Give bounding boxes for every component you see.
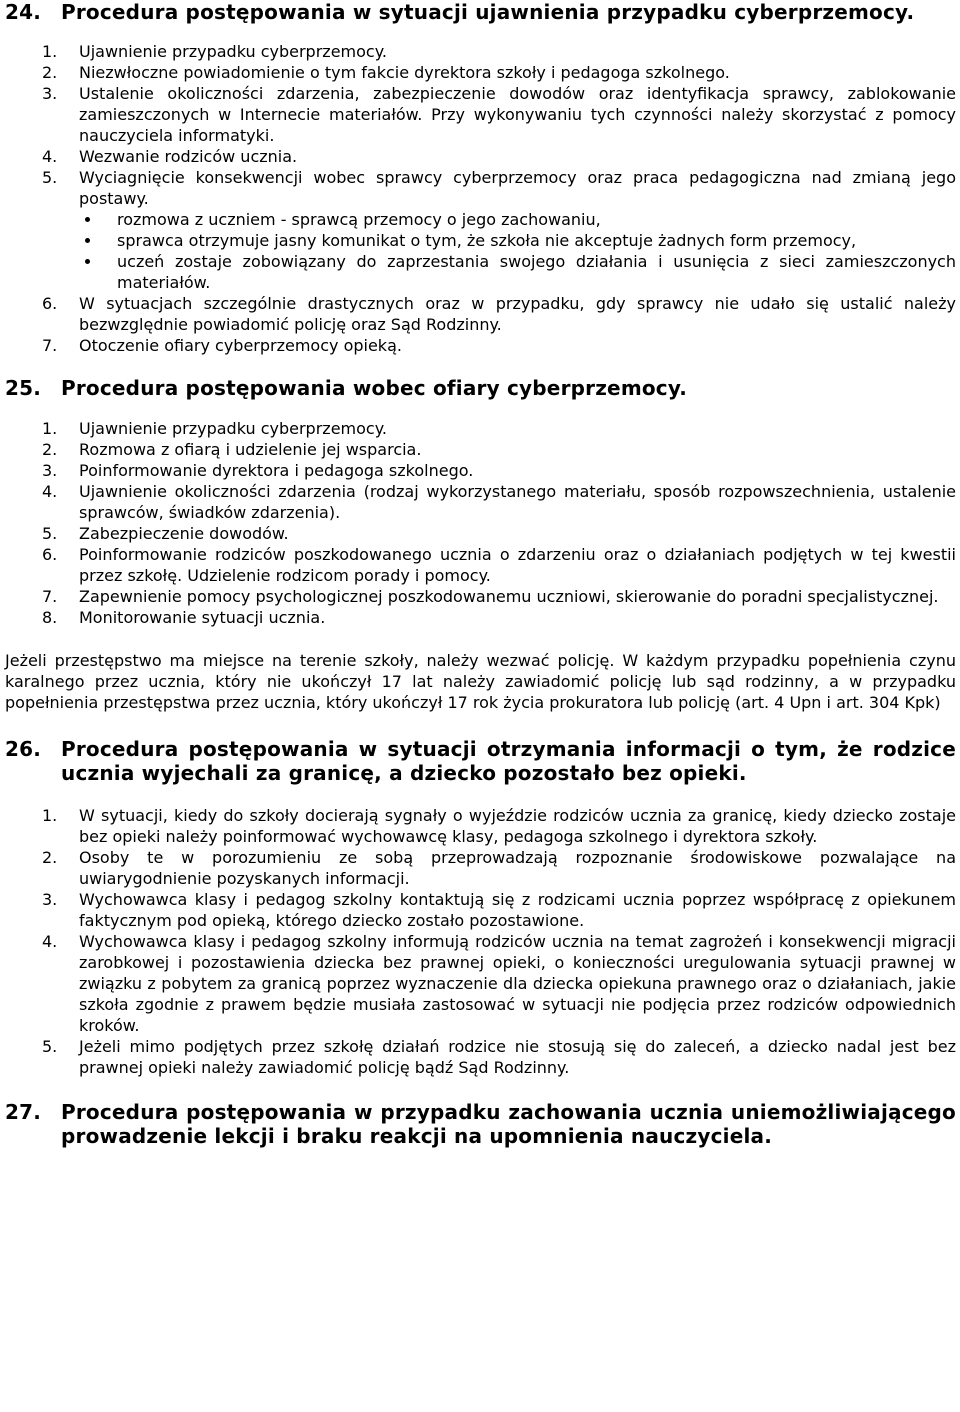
step-number: 3. [42, 890, 58, 909]
step-text: W sytuacjach szczególnie drastycznych oraz w przypadku, gdy sprawcy nie udało się ustalić należy bezwzględnie powiadomić policję oraz Sąd Rodzinny. [79, 294, 956, 334]
list-item [5, 62, 956, 83]
list-item [5, 41, 956, 62]
section-title: Procedura postępowania w sytuacji ujawnienia przypadku cyberprzemocy. [61, 0, 915, 24]
step-text: Osoby te w porozumieniu ze sobą przeprowadzają rozpoznanie środowiskowe pozwalające na uwiarygodnienie pozyskanych informacji. [79, 848, 956, 888]
step-text: Niezwłoczne powiadomienie o tym fakcie dyrektora szkoły i pedagoga szkolnego. [79, 63, 730, 82]
step-text: Wyciagnięcie konsekwencji wobec sprawcy cyberprzemocy oraz praca pedagogiczna nad zmianą jego postawy. [79, 168, 956, 208]
section-number: 26. [5, 737, 42, 761]
procedure-steps [5, 805, 956, 1078]
list-item [5, 889, 956, 931]
list-item [5, 544, 956, 586]
procedure-steps-continued [5, 293, 956, 356]
step-number: 3. [42, 461, 58, 480]
section-heading [5, 376, 956, 400]
list-item [5, 418, 956, 439]
list-item [5, 805, 956, 847]
section-heading [5, 0, 956, 24]
list-item [5, 847, 956, 889]
step-number: 7. [42, 336, 58, 355]
step-text: Wychowawca klasy i pedagog szkolny informują rodziców ucznia na temat zagrożeń i konsekwencji migracji zarobkowej i pozostawienia dziecka bez prawnej opieki, o konieczności uregulowania sytuacji prawnej w związku z pobytem za granicą poprzez wyznaczenie dla dziecka opiekuna prawnego oraz o działaniach, jakie szkoła zgodnie z prawem będzie musiała zastosować w sytuacji nie podjęcia przez rodziców odpowiednich kroków. [79, 932, 956, 1035]
step-number: 1. [42, 806, 58, 825]
list-item [5, 607, 956, 628]
step-number: 2. [42, 440, 58, 459]
section-heading [5, 737, 956, 785]
list-item [5, 167, 956, 209]
step-text: W sytuacji, kiedy do szkoły docierają sygnały o wyjeździe rodziców ucznia za granicę, kiedy dziecko zostaje bez opieki należy poinformować wychowawcę klasy, pedagoga szkolnego i dyrektora szkoły. [79, 806, 956, 846]
bullet-dot-icon [5, 230, 117, 251]
step-text: Ujawnienie przypadku cyberprzemocy. [79, 42, 387, 61]
bullet-text: rozmowa z uczniem - sprawcą przemocy o jego zachowaniu, [117, 210, 601, 229]
bullet-list [5, 209, 956, 293]
bullet-item [5, 209, 956, 230]
step-number: 5. [42, 1037, 58, 1056]
bullet-text: uczeń zostaje zobowiązany do zaprzestania swojego działania i usunięcia z sieci zamieszczonych materiałów. [117, 252, 956, 292]
section-number: 27. [5, 1100, 42, 1124]
step-text: Ujawnienie przypadku cyberprzemocy. [79, 419, 387, 438]
step-text: Ustalenie okoliczności zdarzenia, zabezpieczenie dowodów oraz identyfikacja sprawcy, zablokowanie zamieszczonych w Internecie materiałów. Przy wykonywaniu tych czynności należy skorzystać z pomocy nauczyciela informatyki. [79, 84, 956, 145]
list-item [5, 460, 956, 481]
section-heading [5, 1100, 956, 1148]
step-text: Jeżeli mimo podjętych przez szkołę działań rodzice nie stosują się do zaleceń, a dziecko nadal jest bez prawnej opieki należy zawiadomić policję bądź Sąd Rodzinny. [79, 1037, 956, 1077]
step-text: Ujawnienie okoliczności zdarzenia (rodzaj wykorzystanego materiału, sposób rozpowszechnienia, ustalenie sprawców, świadków zdarzenia). [79, 482, 956, 522]
section-title: Procedura postępowania w przypadku zachowania ucznia uniemożliwiającego prowadzenie lekcji i braku reakcji na upomnienia nauczyciela. [61, 1100, 956, 1148]
step-text: Poinformowanie dyrektora i pedagoga szkolnego. [79, 461, 474, 480]
step-number: 3. [42, 84, 58, 103]
step-number: 5. [42, 168, 58, 187]
step-text: Zabezpieczenie dowodów. [79, 524, 289, 543]
list-item [5, 335, 956, 356]
step-text: Poinformowanie rodziców poszkodowanego ucznia o zdarzeniu oraz o działaniach podjętych w tej kwestii przez szkołę. Udzielenie rodzicom porady i pomocy. [79, 545, 956, 585]
step-text: Zapewnienie pomocy psychologicznej poszkodowanemu uczniowi, skierowanie do poradni specjalistycznej. [79, 587, 939, 606]
step-text: Monitorowanie sytuacji ucznia. [79, 608, 326, 627]
list-item [5, 293, 956, 335]
list-item [5, 83, 956, 146]
step-text: Otoczenie ofiary cyberprzemocy opieką. [79, 336, 402, 355]
step-text: Rozmowa z ofiarą i udzielenie jej wsparcia. [79, 440, 422, 459]
bullet-item [5, 251, 956, 293]
list-item [5, 523, 956, 544]
list-item [5, 439, 956, 460]
step-number: 6. [42, 545, 58, 564]
list-item [5, 1036, 956, 1078]
bullet-item [5, 230, 956, 251]
bullet-dot-icon [5, 251, 117, 293]
step-number: 2. [42, 63, 58, 82]
section-number: 25. [5, 376, 42, 400]
step-text: Wychowawca klasy i pedagog szkolny kontaktują się z rodzicami ucznia poprzez współpracę z opiekunem faktycznym pod opieką, którego dziecko zostało pozostawione. [79, 890, 956, 930]
step-number: 1. [42, 419, 58, 438]
section-title: Procedura postępowania wobec ofiary cyberprzemocy. [61, 376, 688, 400]
procedure-steps [5, 418, 956, 628]
step-number: 7. [42, 587, 58, 606]
step-number: 5. [42, 524, 58, 543]
bullet-dot-icon [5, 209, 117, 230]
paragraph: Jeżeli przestępstwo ma miejsce na terenie szkoły, należy wezwać policję. W każdym przypadku popełnienia czynu karalnego przez ucznia, który nie ukończył 17 lat należy zawiadomić policję lub sąd rodzinny, a w przypadku popełnienia przestępstwa przez ucznia, który ukończył 17 rok życia prokuratora lub policję (art. 4 Upn i art. 304 Kpk) [5, 651, 956, 712]
step-number: 8. [42, 608, 58, 627]
list-item [5, 481, 956, 523]
list-item [5, 586, 956, 607]
step-number: 4. [42, 932, 58, 951]
list-item [5, 931, 956, 1036]
step-number: 1. [42, 42, 58, 61]
step-text: Wezwanie rodziców ucznia. [79, 147, 298, 166]
section-title: Procedura postępowania w sytuacji otrzymania informacji o tym, że rodzice ucznia wyjechali za granicę, a dziecko pozostało bez opieki. [61, 737, 956, 785]
step-number: 6. [42, 294, 58, 313]
section-number: 24. [5, 0, 42, 24]
list-item [5, 146, 956, 167]
step-number: 4. [42, 482, 58, 501]
step-number: 4. [42, 147, 58, 166]
step-number: 2. [42, 848, 58, 867]
procedure-steps [5, 41, 956, 209]
bullet-text: sprawca otrzymuje jasny komunikat o tym, że szkoła nie akceptuje żadnych form przemocy, [117, 231, 857, 250]
